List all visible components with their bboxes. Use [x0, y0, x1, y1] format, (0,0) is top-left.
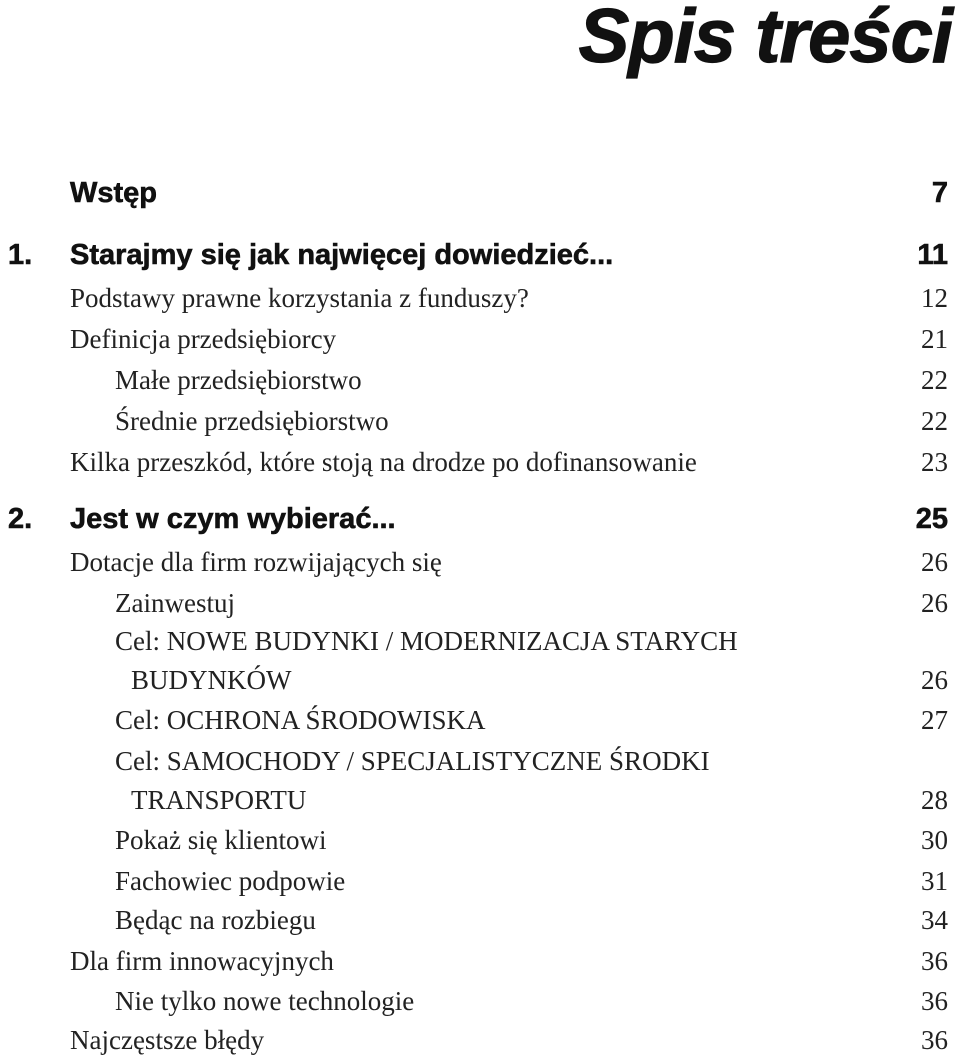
toc-heading-label: Starajmy się jak najwięcej dowiedzieć...: [70, 239, 614, 271]
toc-entry-label: Średnie przedsiębiorstwo: [115, 406, 389, 436]
toc-entry-label: Zainwestuj: [115, 588, 235, 618]
toc-page-number: 31: [921, 866, 948, 896]
toc-page-number: 22: [921, 365, 948, 395]
toc-entry-label: Dla firm innowacyjnych: [70, 946, 334, 976]
toc-page-number: 36: [921, 946, 948, 976]
toc-page-number: 12: [921, 283, 948, 313]
toc-entry-label: Kilka przeszkód, które stoją na drodze po dofinansowanie: [70, 447, 697, 477]
toc-chapter-number: 1.: [8, 239, 33, 271]
toc-entry-label-continuation: BUDYNKÓW: [131, 665, 292, 695]
toc-page-number: 7: [931, 177, 948, 209]
toc-page-number: 34: [921, 905, 948, 935]
toc-entry-label: Pokaż się klientowi: [115, 825, 327, 855]
toc-page-number: 25: [915, 503, 948, 535]
toc-entry-label-continuation: TRANSPORTU: [131, 785, 307, 815]
toc-entry-label: Będąc na rozbiegu: [115, 905, 316, 935]
toc-entry-label: Cel: SAMOCHODY / SPECJALISTYCZNE ŚRODKI: [115, 746, 710, 776]
toc-entry-label: Definicja przedsiębiorcy: [70, 324, 337, 354]
toc-entry-label: Małe przedsiębiorstwo: [115, 365, 362, 395]
toc-page-number: 22: [921, 406, 948, 436]
toc-page-number: 27: [921, 705, 948, 735]
toc-page-number: 30: [921, 825, 948, 855]
toc-page-number: 26: [921, 547, 948, 577]
toc-heading-label: Wstęp: [70, 177, 157, 209]
toc-page-number: 23: [921, 447, 948, 477]
page-title: Spis treści: [578, 0, 952, 79]
toc-entry-label: Fachowiec podpowie: [115, 866, 346, 896]
toc-entry-label: Najczęstsze błędy: [70, 1025, 265, 1055]
toc-page-number: 11: [917, 239, 948, 271]
toc-page-number: 26: [921, 588, 948, 618]
toc-page-number: 36: [921, 986, 948, 1016]
toc-entry-label: Podstawy prawne korzystania z funduszy?: [70, 283, 529, 313]
toc-page-number: 36: [921, 1025, 948, 1055]
toc-page-number: 26: [921, 665, 948, 695]
toc-entry-label: Dotacje dla firm rozwijających się: [70, 547, 442, 577]
toc-heading-label: Jest w czym wybierać...: [70, 503, 396, 535]
toc-entry-label: Cel: NOWE BUDYNKI / MODERNIZACJA STARYCH: [115, 626, 738, 656]
toc-entry-label: Nie tylko nowe technologie: [115, 986, 415, 1016]
toc-page-number: 28: [921, 785, 948, 815]
toc-page-number: 21: [921, 324, 948, 354]
toc-entry-label: Cel: OCHRONA ŚRODOWISKA: [115, 705, 486, 735]
toc-chapter-number: 2.: [8, 503, 33, 535]
